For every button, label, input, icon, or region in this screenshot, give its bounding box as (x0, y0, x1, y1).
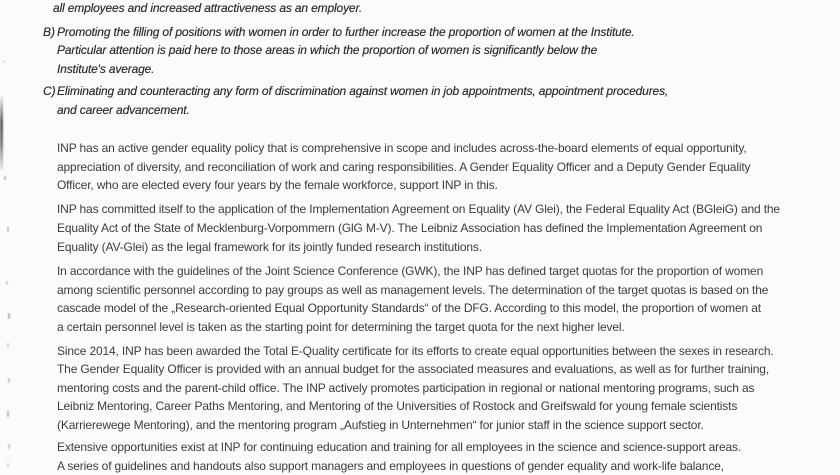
scan-speck (7, 463, 9, 467)
list-marker: C) (43, 84, 56, 99)
paragraph-target-quotas (57, 262, 822, 336)
text-line: and career advancement. (57, 102, 190, 117)
scan-speck (7, 227, 9, 232)
text-line: In accordance with the guidelines of the Joint Science Conference (GWK), the INP has defined target quotas for the proportion of women (57, 264, 764, 279)
document-body (43, 0, 822, 475)
paragraph-gender-equality-policy (57, 139, 822, 195)
list-item-b (43, 23, 822, 79)
text-line: among scientific personnel according to pay groups as well as management levels. The determination of the target quotas is based on the (57, 282, 769, 297)
scan-speck (8, 378, 10, 383)
scan-speck (7, 411, 9, 417)
paragraph-total-equality (57, 342, 822, 435)
list-item-a-continuation (53, 0, 822, 18)
text-line: Since 2014, INP has been awarded the Total E-Quality certificate for its efforts to create equal opportunities between the sexes in research. (57, 343, 774, 358)
scan-speck (6, 281, 8, 285)
text-line: mentoring costs and the parent-child office. The INP actively promotes participation in regional or national mentoring programs, such as (57, 380, 755, 395)
text-line: cascade model of the „Research-oriented Equal Opportunity Standards“ of the DFG. According to this model, the proportion of women at (57, 301, 761, 316)
paragraph-equality-acts (57, 200, 822, 256)
text-line: Particular attention is paid here to those areas in which the proportion of women is significantly below the (57, 43, 598, 58)
text-line: Promoting the filling of positions with women in order to further increase the proportion of women at the Institute. (57, 24, 635, 39)
paragraph-continuing-education (57, 438, 822, 475)
text-line: Leibniz Mentoring, Career Paths Mentoring, and Mentoring of the Universities of Rostock and Greifswald for young female scientists (57, 399, 738, 414)
text-line: (Karrierewege Mentoring), and the mentoring program „Aufstieg in Unternehmen“ for junior staff in the science support sector. (57, 417, 704, 432)
text-line: Equality Act of the State of Mecklenburg-Vorpommern (GlG M-V). The Leibniz Association has defined the Implementation Agreement on (57, 220, 763, 235)
scan-artifact-streak (0, 96, 3, 170)
text-line: INP has an active gender equality policy that is comprehensive in scope and includes across-the-board elements of equal opportunity, (57, 141, 747, 156)
text-line: appreciation of diversity, and reconciliation of work and caring responsibilities. A Gender Equality Officer and a Deputy Gender Equality (57, 159, 751, 174)
list-marker: B) (43, 24, 55, 39)
scan-speck (8, 313, 10, 319)
text-line: all employees and increased attractiveness as an employer. (53, 1, 363, 15)
text-line: The Gender Equality Officer is provided with an annual budget for the associated measures and evaluations, as well as for further training, (57, 362, 770, 377)
scan-speck (3, 60, 5, 63)
text-line: Officer, who are elected every four years by the female workforce, support INP in this. (57, 178, 498, 193)
text-line: Eliminating and counteracting any form of discrimination against women in job appointments, appointment procedures, (57, 84, 669, 99)
text-line: INP has committed itself to the application of the Implementation Agreement on Equality (AV Glei), the Federal Equality Act (BGleiG) and the (57, 202, 780, 217)
text-line: Institute's average. (57, 61, 155, 76)
scan-speck (4, 176, 6, 180)
text-line: Extensive opportunities exist at INP for continuing education and training for all employees in the science and science-support areas. (57, 440, 742, 455)
text-line: a certain personnel level is taken as the starting point for determining the target quota for the next higher level. (57, 319, 625, 334)
list-item-c (43, 82, 822, 119)
scan-speck (8, 444, 10, 449)
text-line: A series of guidelines and handouts also support managers and employees in questions of gender equality and work-life balance, (57, 459, 724, 474)
scan-speck (7, 343, 9, 347)
text-line: Equality (AV-Glei) as the legal framework for its jointly funded research institutions. (57, 239, 482, 254)
